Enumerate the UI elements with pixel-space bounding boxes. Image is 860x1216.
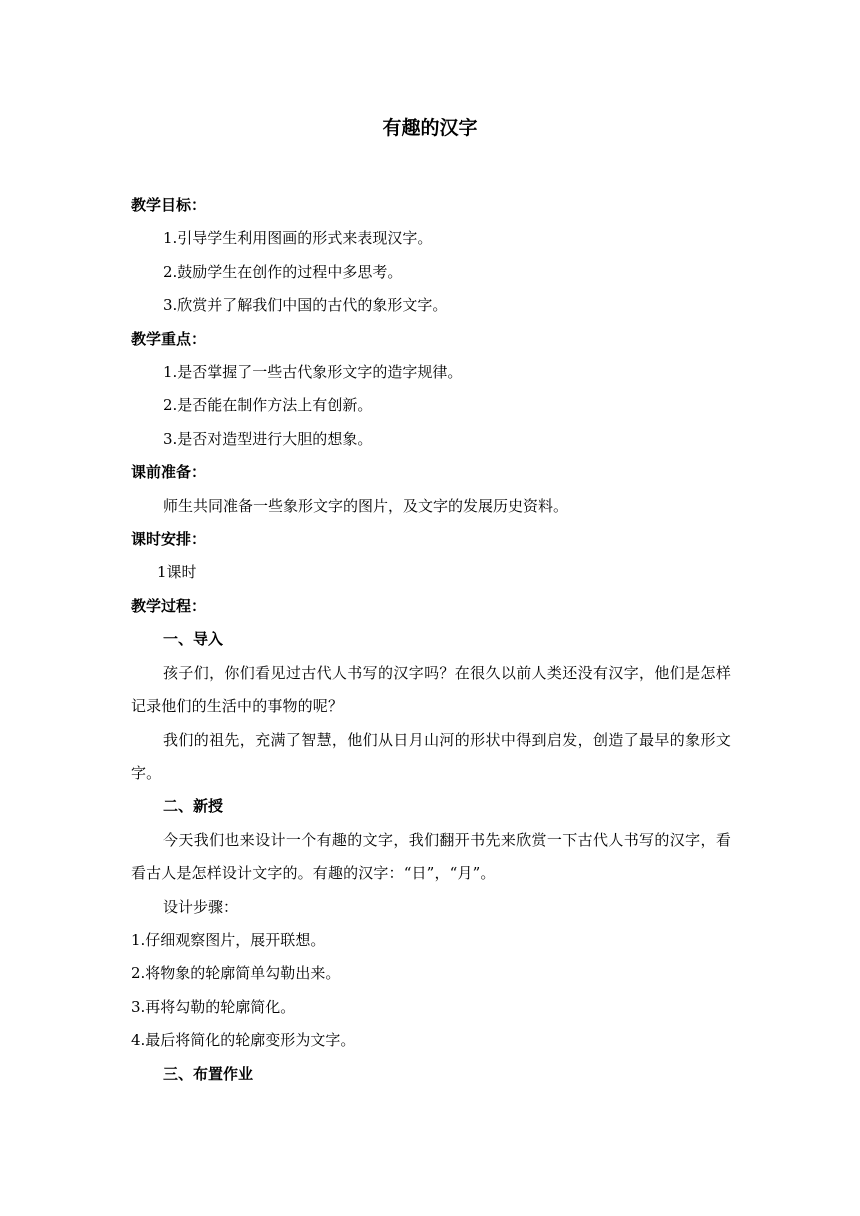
process-heading: 教学过程： (131, 596, 207, 615)
step-item: 1.仔细观察图片，展开联想。 (131, 930, 326, 949)
schedule-text: 1课时 (157, 563, 197, 582)
step-item: 4.最后将简化的轮廓变形为文字。 (131, 1031, 356, 1050)
homework-heading: 三、布置作业 (163, 1064, 254, 1083)
objective-item: 3.欣赏并了解我们中国的古代的象形文字。 (163, 296, 448, 315)
document-body (131, 189, 731, 1091)
objective-item: 1.引导学生利用图画的形式来表现汉字。 (163, 229, 433, 248)
schedule-heading: 课时安排： (131, 530, 207, 549)
page-title: 有趣的汉字 (382, 117, 478, 139)
objective-item: 2.鼓励学生在创作的过程中多思考。 (163, 262, 403, 281)
key-point-item: 1.是否掌握了一些古代象形文字的造字规律。 (163, 363, 463, 382)
steps-label: 设计步骤： (163, 897, 239, 916)
step-item: 2.将物象的轮廓简单勾勒出来。 (131, 964, 341, 983)
intro-heading: 一、导入 (163, 630, 224, 649)
preparation-text: 师生共同准备一些象形文字的图片，及文字的发展历史资料。 (163, 496, 569, 515)
new-lesson-heading: 二、新授 (163, 797, 224, 816)
intro-paragraph: 孩子们，你们看见过古代人书写的汉字吗？在很久以前人类还没有汉字，他们是怎样记录他们的生活中的事物的呢？ (131, 663, 731, 716)
key-points-heading: 教学重点： (131, 329, 207, 348)
preparation-heading: 课前准备： (131, 463, 207, 482)
objectives-heading: 教学目标： (131, 196, 207, 214)
key-point-item: 2.是否能在制作方法上有创新。 (163, 396, 373, 415)
key-point-item: 3.是否对造型进行大胆的想象。 (163, 429, 373, 448)
new-lesson-paragraph: 今天我们也来设计一个有趣的文字，我们翻开书先来欣赏一下古代人书写的汉字，看看古人是怎样设计文字的。有趣的汉字：“日”，“月”。 (131, 830, 731, 883)
step-item: 3.再将勾勒的轮廓简化。 (131, 997, 296, 1016)
intro-paragraph: 我们的祖先，充满了智慧，他们从日月山河的形状中得到启发，创造了最早的象形文字。 (131, 730, 731, 782)
